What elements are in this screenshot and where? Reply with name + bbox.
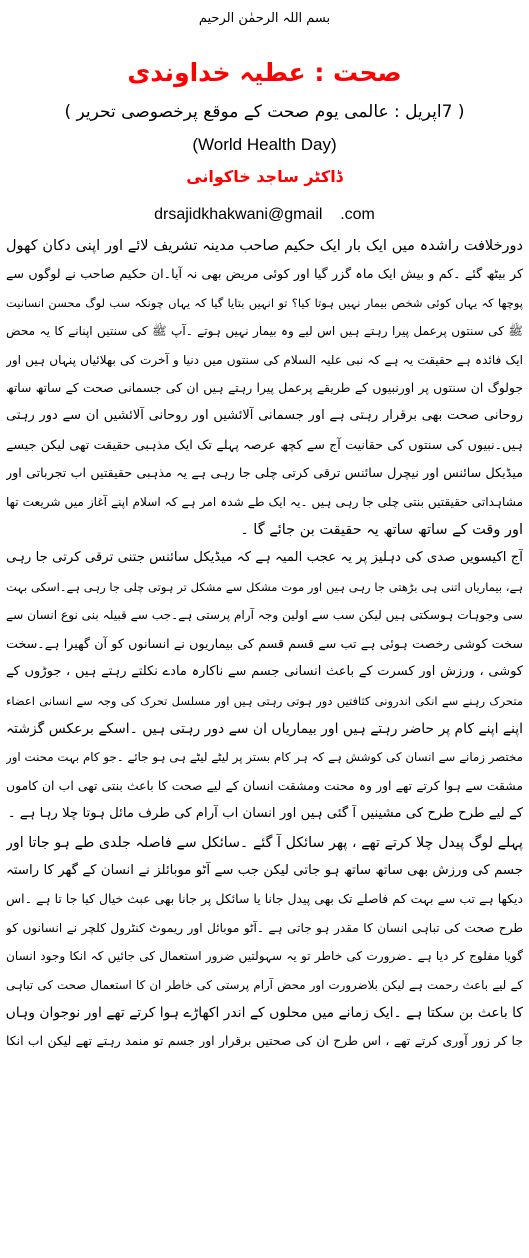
text-line: مشقت سے ہوا کرتے تھے اور وہ محنت ومشقت انسان کے لیے صحت کا باعث بنتی تھی اب ان کاموں (6, 777, 523, 793)
text-line: روحانی صحت بھی برقرار رہتی ہے اور جسمانی آلائشیں اور روحانی آلائشیں ان سے دور رہتی (6, 408, 523, 424)
text-line: جولوگ ان سنتوں پر اورنبیوں کے طریقے پرعمل پیرا رہتے ہیں ان کی جسمانی صحت کے ساتھ ساتھ (6, 380, 523, 396)
english-title: (World Health Day) (192, 135, 337, 154)
text-line: مختصر زمانے سے انسان کی کوشش ہے کہ ہر کام بستر پر لیٹے لیٹے ہی ہو جائے ۔جو کام بہت محنت اور (6, 750, 523, 765)
text-line: میڈیکل سائنس اور نیچرل سائنس ترقی کرتی چلی جا رہی ہے یہ مذہبی حقیقتیں اب تجرباتی اور (6, 465, 523, 481)
article-title: صحت : عطیہ خداوندی (127, 58, 402, 87)
author-email: drsajidkhakwani@gmail .com (154, 206, 375, 223)
text-line: کا باعث بن سکتا ہے ۔ایک زمانے میں محلوں کے اندر اکھاڑے ہوا کرتے تھے اور نوجوان وہاں (6, 1004, 523, 1021)
text-line: طرح صحت کی تباہی انسان کا مقدر ہو جاتی ہے ۔آٹو موبائل اور ریموٹ کنٹرول کلچر نے انسانوں کو (6, 920, 523, 935)
text-line: کے لیے باعث رحمت ہے لیکن بلاضرورت اور محض آرام پرستی کی خاطر ان کا استعمال صحت کی تباہی (6, 977, 523, 992)
bismillah-heading: بسم اللہ الرحمٰن الرحیم (198, 11, 331, 26)
text-line: ہیں۔نبیوں کی سنتوں کی حقانیت آج سے کچھ عرصہ پہلے تک ایک مذہبی حقیقت تھی لیکن جیسے (6, 436, 523, 452)
text-line: کوشی ، ورزش اور کسرت کے باعث انسانی جسم سے ناکارہ مادے نکلتے رہتے ہیں ، جوڑوں کے (6, 664, 523, 680)
article-body (6, 232, 523, 1056)
text-line: پہلے لوگ پیدل چلا کرتے تھے ، پھر سائکل آ گئے ۔سائکل سے فاصلہ جلدی طے ہو جاتا اور (6, 834, 523, 851)
text-line: جسم کی ورزش بھی ساتھ ساتھ ہو جاتی لیکن جب سے آٹو موبائلز نے انسان کے گھر کا راستہ (6, 862, 523, 878)
text-line: ﷺ کی سنتوں پرعمل پیرا رہتے ہیں اس لیے وہ بیمار نہیں ہوتے ۔آپ ﷺ کی سنتیں اپنانے کا یہ محض (6, 324, 523, 339)
text-line: اور وقت کے ساتھ ساتھ یہ حقیقت بن جائے گا ۔ (240, 522, 523, 539)
text-line: جا کر زور آوری کرتے تھے ، اس طرح ان کی صحتیں برقرار اور جسم تو منمد رہتے تھے لیکن اب انکا (6, 1033, 523, 1049)
text-line: دیکھا ہے تب سے بہت کم فاصلے تک بھی پیدل جانا یا سائکل پر جانا بھی عبث خیال کیا جا تا ہے ۔اس (6, 891, 523, 907)
text-line: سخت کوشی رخصت ہوئی ہے تب سے قسم قسم کی بیماریوں نے انسانوں کو آن گھیرا ہے۔سخت (6, 635, 523, 651)
text-line: کے لیے طرح طرح کی مشینیں آ گئی ہیں اور انسان اب آرام کی طرف مائل ہوتا چلا رہا ہے ۔ (7, 806, 523, 822)
paragraph-3 (6, 829, 523, 1056)
paragraph-1 (6, 232, 523, 544)
text-line: متحرک رہنے سے انکی اندرونی کثافتیں دور ہوتی رہتی ہیں اور مسلسل تحرک کی وجہ سے انسانی اعضاء (6, 693, 523, 708)
text-line: کر بیٹھ گئے ۔کم و بیش ایک ماہ گزر گیا اور کوئی مریض بھی نہ آیا۔ان حکیم صاحب نے لوگوں سے (6, 266, 523, 282)
article-subtitle: ( 7اپریل : عالمی یوم صحت کے موقع پرخصوصی تحریر ) (64, 102, 465, 122)
author-name: ڈاکٹر ساجد خاکوانی (186, 167, 343, 186)
text-line: گویا مفلوج کر دیا ہے ۔ضرورت کی خاطر تو یہ سہولتیں ضرور استعمال کی جائیں کہ انکا وجود انسان (6, 949, 523, 964)
text-line: سی وجوہات ہوسکتی ہیں لیکن سب سے اولین وجہ آرام پرستی ہے۔جب سے قبیلہ بنی نوع انسان سے (6, 608, 523, 623)
text-line: مشاہداتی حقیقتیں بنتی چلی جا رہی ہیں ۔یہ ایک طے شدہ امر ہے کہ اسلام اپنے آغاز میں شریعت تھا (6, 494, 523, 509)
text-line: ایک فائدہ ہے حقیقت یہ ہے کہ نبی علیہ السلام کی سنتوں میں دنیا و آخرت کی بھلائیاں پنہاں ہیں اور (6, 352, 523, 367)
text-line: آج اکیسویں صدی کی دہلیز پر یہ عجب المیہ ہے کہ میڈیکل سائنس جتنی ترقی کرتی جا رہی (6, 550, 523, 566)
text-line: پوچھا کہ یہاں کوئی شخص بیمار نہیں ہوتا کیا؟ تو انہیں بتایا گیا کہ یہاں چونکہ سب لوگ محسن انسانیت (6, 295, 523, 310)
paragraph-2 (6, 544, 523, 828)
text-line: دورخلافت راشدہ میں ایک بار ایک حکیم صاحب مدینہ تشریف لائے اور اپنی دکان کھول (6, 238, 523, 254)
text-line: اپنے اپنے کام پر حاضر رہتے ہیں اور بیماریاں ان سے دور رہتی ہیں ۔اسکے برعکس گزشتہ (6, 720, 523, 737)
text-line: ہے، بیماریاں اتنی ہی بڑھتی جا رہی ہیں اور موت مشکل سے مشکل تر ہوتی چلی جا رہی ہے۔اسکی بہت (6, 579, 523, 594)
